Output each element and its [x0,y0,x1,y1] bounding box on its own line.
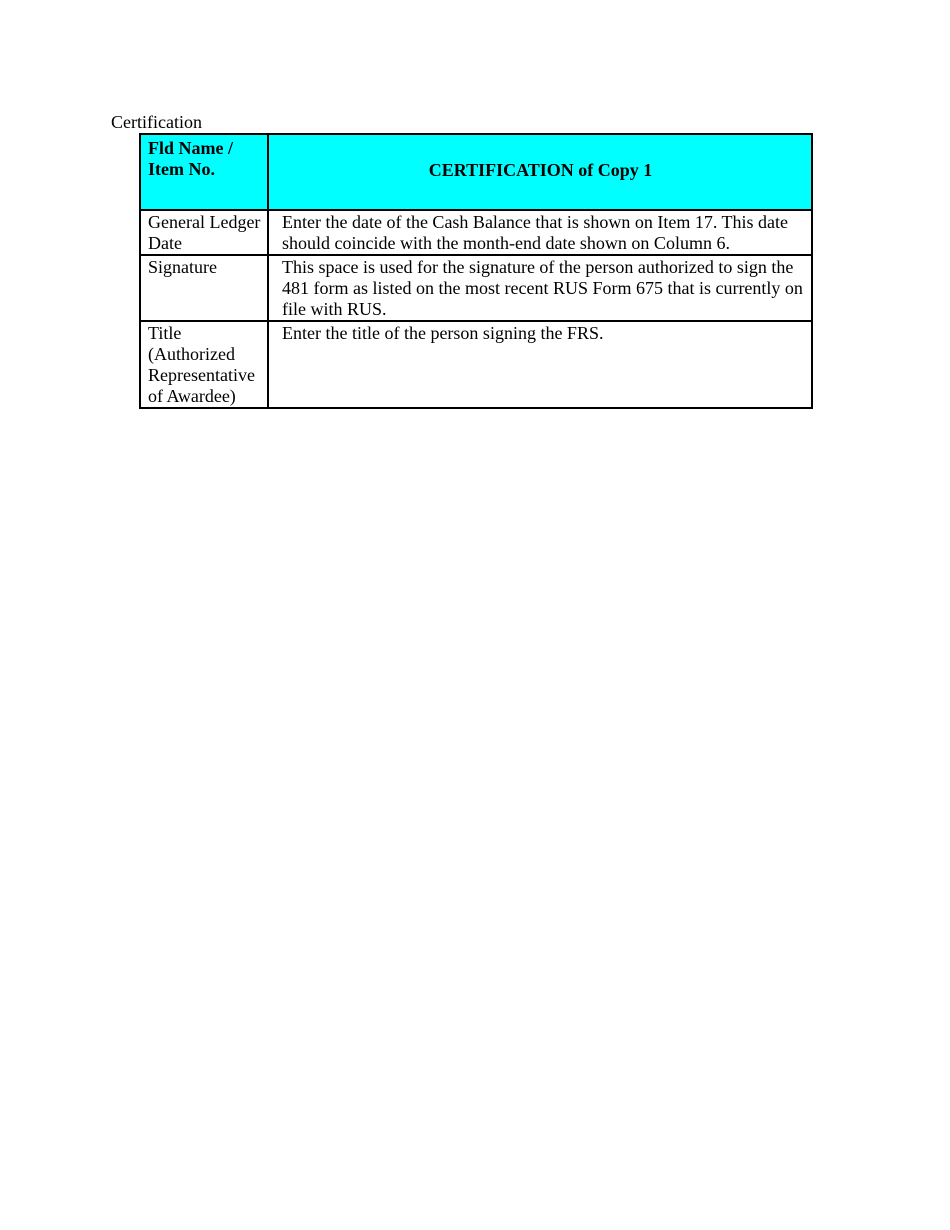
field-name-cell: Title (Authorized Representative of Awardee) [140,321,268,408]
section-label: Certification [111,112,202,132]
table-row [140,255,812,321]
table-header-row [140,134,812,210]
description-cell: This space is used for the signature of the person authorized to sign the 481 form as listed on the most recent RUS Form 675 that is currently on file with RUS. [268,255,812,321]
field-name-cell: General Ledger Date [140,210,268,255]
description-cell: Enter the title of the person signing the FRS. [268,321,812,408]
field-name-cell: Signature [140,255,268,321]
description-cell: Enter the date of the Cash Balance that is shown on Item 17. This date should coincide with the month-end date shown on Column 6. [268,210,812,255]
certification-table [139,133,813,409]
certification-title-header: CERTIFICATION of Copy 1 [268,134,812,210]
table-row [140,210,812,255]
field-name-column-header: Fld Name / Item No. [140,134,268,210]
table-row [140,321,812,408]
